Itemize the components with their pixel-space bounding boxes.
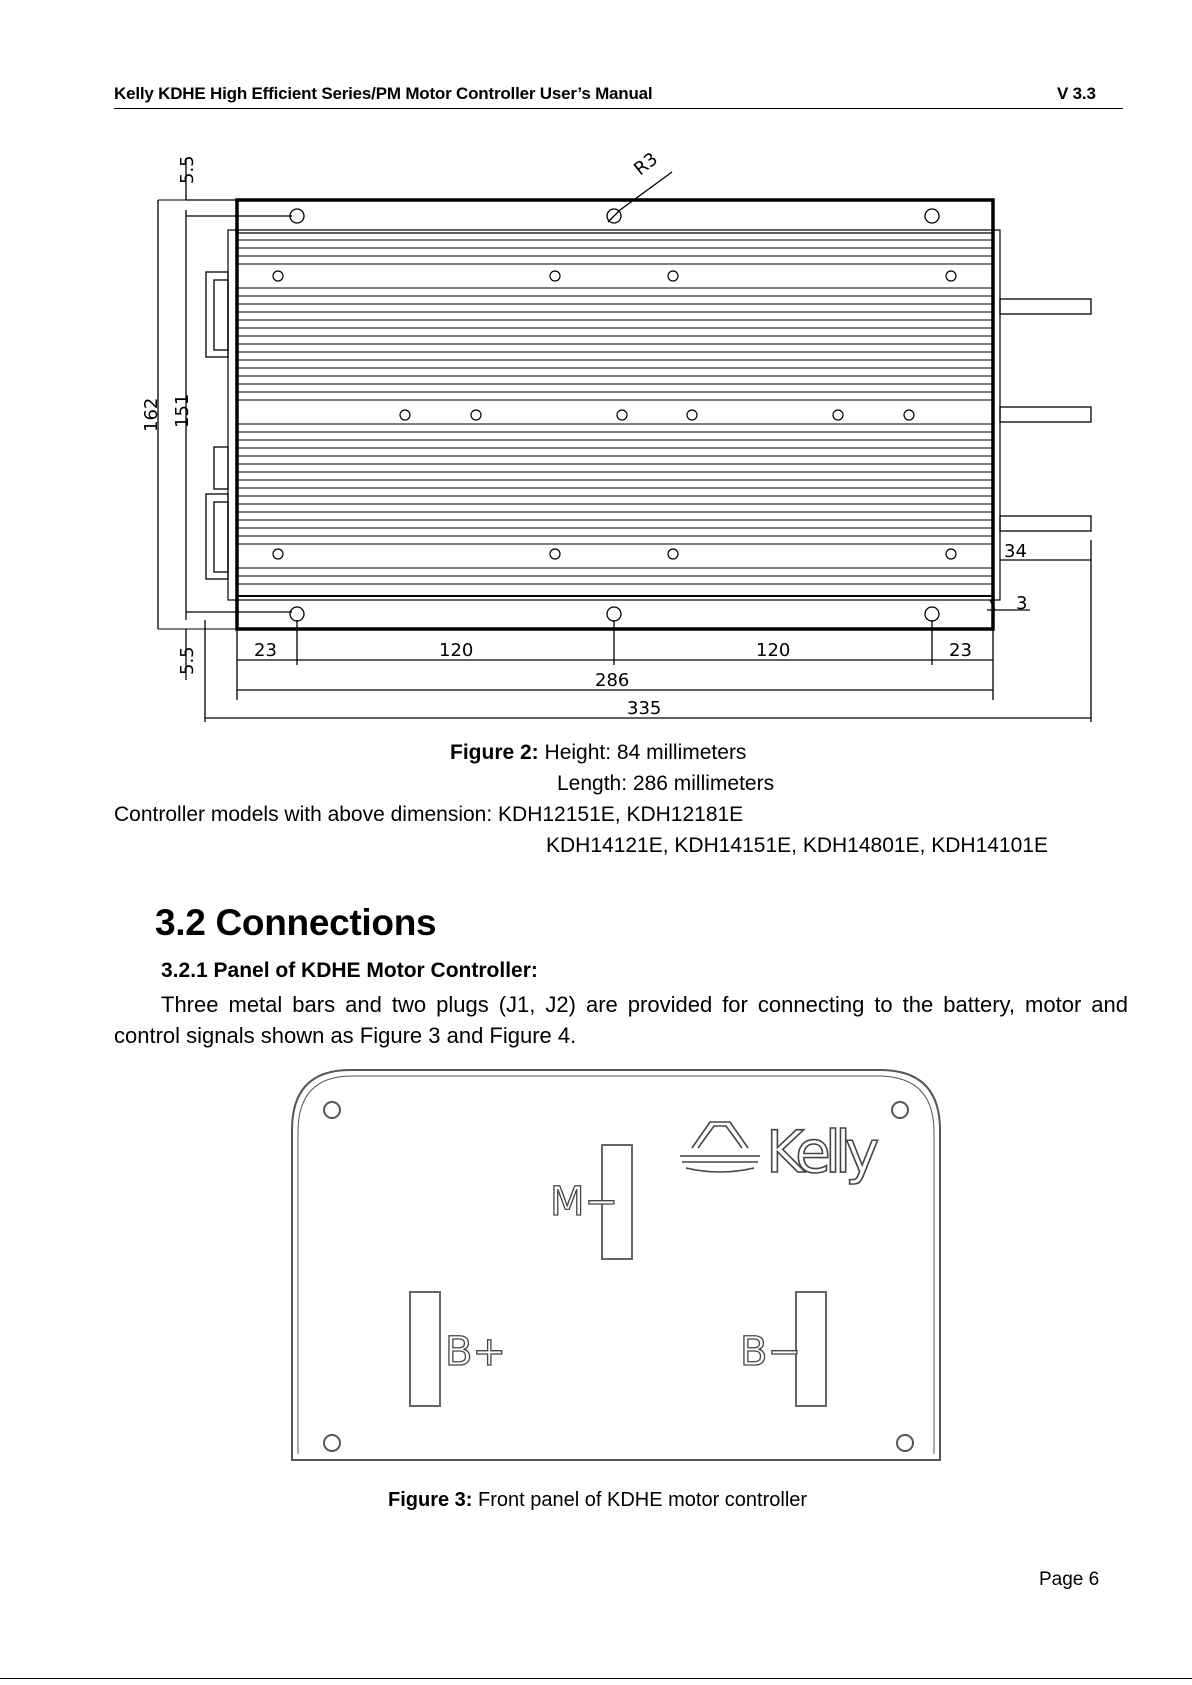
heatsink-fins <box>237 240 993 584</box>
header-title: Kelly KDHE High Efficient Series/PM Motor Controller User’s Manual <box>114 84 653 103</box>
dim-top-margin: 5.5 <box>177 155 198 184</box>
subsection-heading: 3.2.1 Panel of KDHE Motor Controller: <box>161 959 538 982</box>
panel-screw-hole <box>897 1435 913 1451</box>
dim-total-length: 335 <box>627 698 662 719</box>
metal-bar-3 <box>1000 516 1091 531</box>
page-number: Page 6 <box>1039 1569 1100 1590</box>
footer-rule <box>0 1678 1192 1679</box>
plug-j2 <box>206 494 228 579</box>
metal-bar-2 <box>1000 407 1091 422</box>
terminal-label-m: M− <box>550 1179 619 1225</box>
section-paragraph: Three metal bars and two plugs (J1, J2) are provided for connecting to the battery, motor and control signals shown as Figure 3 and Figure 4. <box>114 992 1128 1048</box>
plug-j1 <box>206 272 228 357</box>
mount-hole <box>290 209 304 223</box>
models-line-1 <box>114 803 743 827</box>
dim-body-length: 286 <box>595 670 630 691</box>
dim-seg-mid2: 120 <box>756 640 791 661</box>
dim-height-inner: 151 <box>172 393 193 428</box>
terminal-label-bplus: B+ <box>445 1329 506 1375</box>
metal-bar-1 <box>1000 299 1091 314</box>
terminal-bar-bplus <box>410 1292 440 1406</box>
figure-2-length: Length: 286 millimeters <box>557 772 775 795</box>
panel-screw-hole <box>324 1435 340 1451</box>
figure-3-label: Figure 3: <box>388 1489 473 1511</box>
dim-seg-left: 23 <box>254 640 277 661</box>
figure-2-dimension-drawing <box>0 0 1192 740</box>
kelly-logo <box>680 1122 760 1172</box>
figure-3-caption <box>388 1488 807 1512</box>
panel-screw-hole <box>892 1102 908 1118</box>
figure-2-caption <box>450 741 746 765</box>
figure-2-height: Height: 84 millimeters <box>544 741 747 764</box>
figure-3-text: Front panel of KDHE motor controller <box>478 1489 808 1511</box>
dim-seg-right: 23 <box>949 640 972 661</box>
dim-bottom-margin: 5.5 <box>177 646 198 675</box>
models-list-2: KDH14121E, KDH14151E, KDH14801E, KDH14101E <box>546 834 1048 857</box>
kelly-logo-text: Kelly <box>766 1118 874 1186</box>
header-version: V 3.3 <box>1057 84 1096 103</box>
section-heading: 3.2 Connections <box>155 902 437 943</box>
figure-2-label: Figure 2: <box>450 741 539 764</box>
dim-bar-length: 34 <box>1004 541 1027 562</box>
mount-hole <box>925 209 939 223</box>
models-list-1: KDH12151E, KDH12181E <box>498 803 744 826</box>
dim-height-outer: 162 <box>141 397 162 432</box>
dim-bar-offset: 3 <box>1016 593 1028 614</box>
plug-small <box>214 447 228 489</box>
dim-hole-radius: R3 <box>630 148 662 180</box>
fastener-holes <box>273 271 956 559</box>
figure-3-front-panel <box>280 1060 950 1470</box>
terminal-label-bminus: B− <box>740 1329 801 1375</box>
dim-seg-mid1: 120 <box>439 640 474 661</box>
panel-screw-hole <box>324 1102 340 1118</box>
models-prefix: Controller models with above dimension: <box>114 803 493 826</box>
